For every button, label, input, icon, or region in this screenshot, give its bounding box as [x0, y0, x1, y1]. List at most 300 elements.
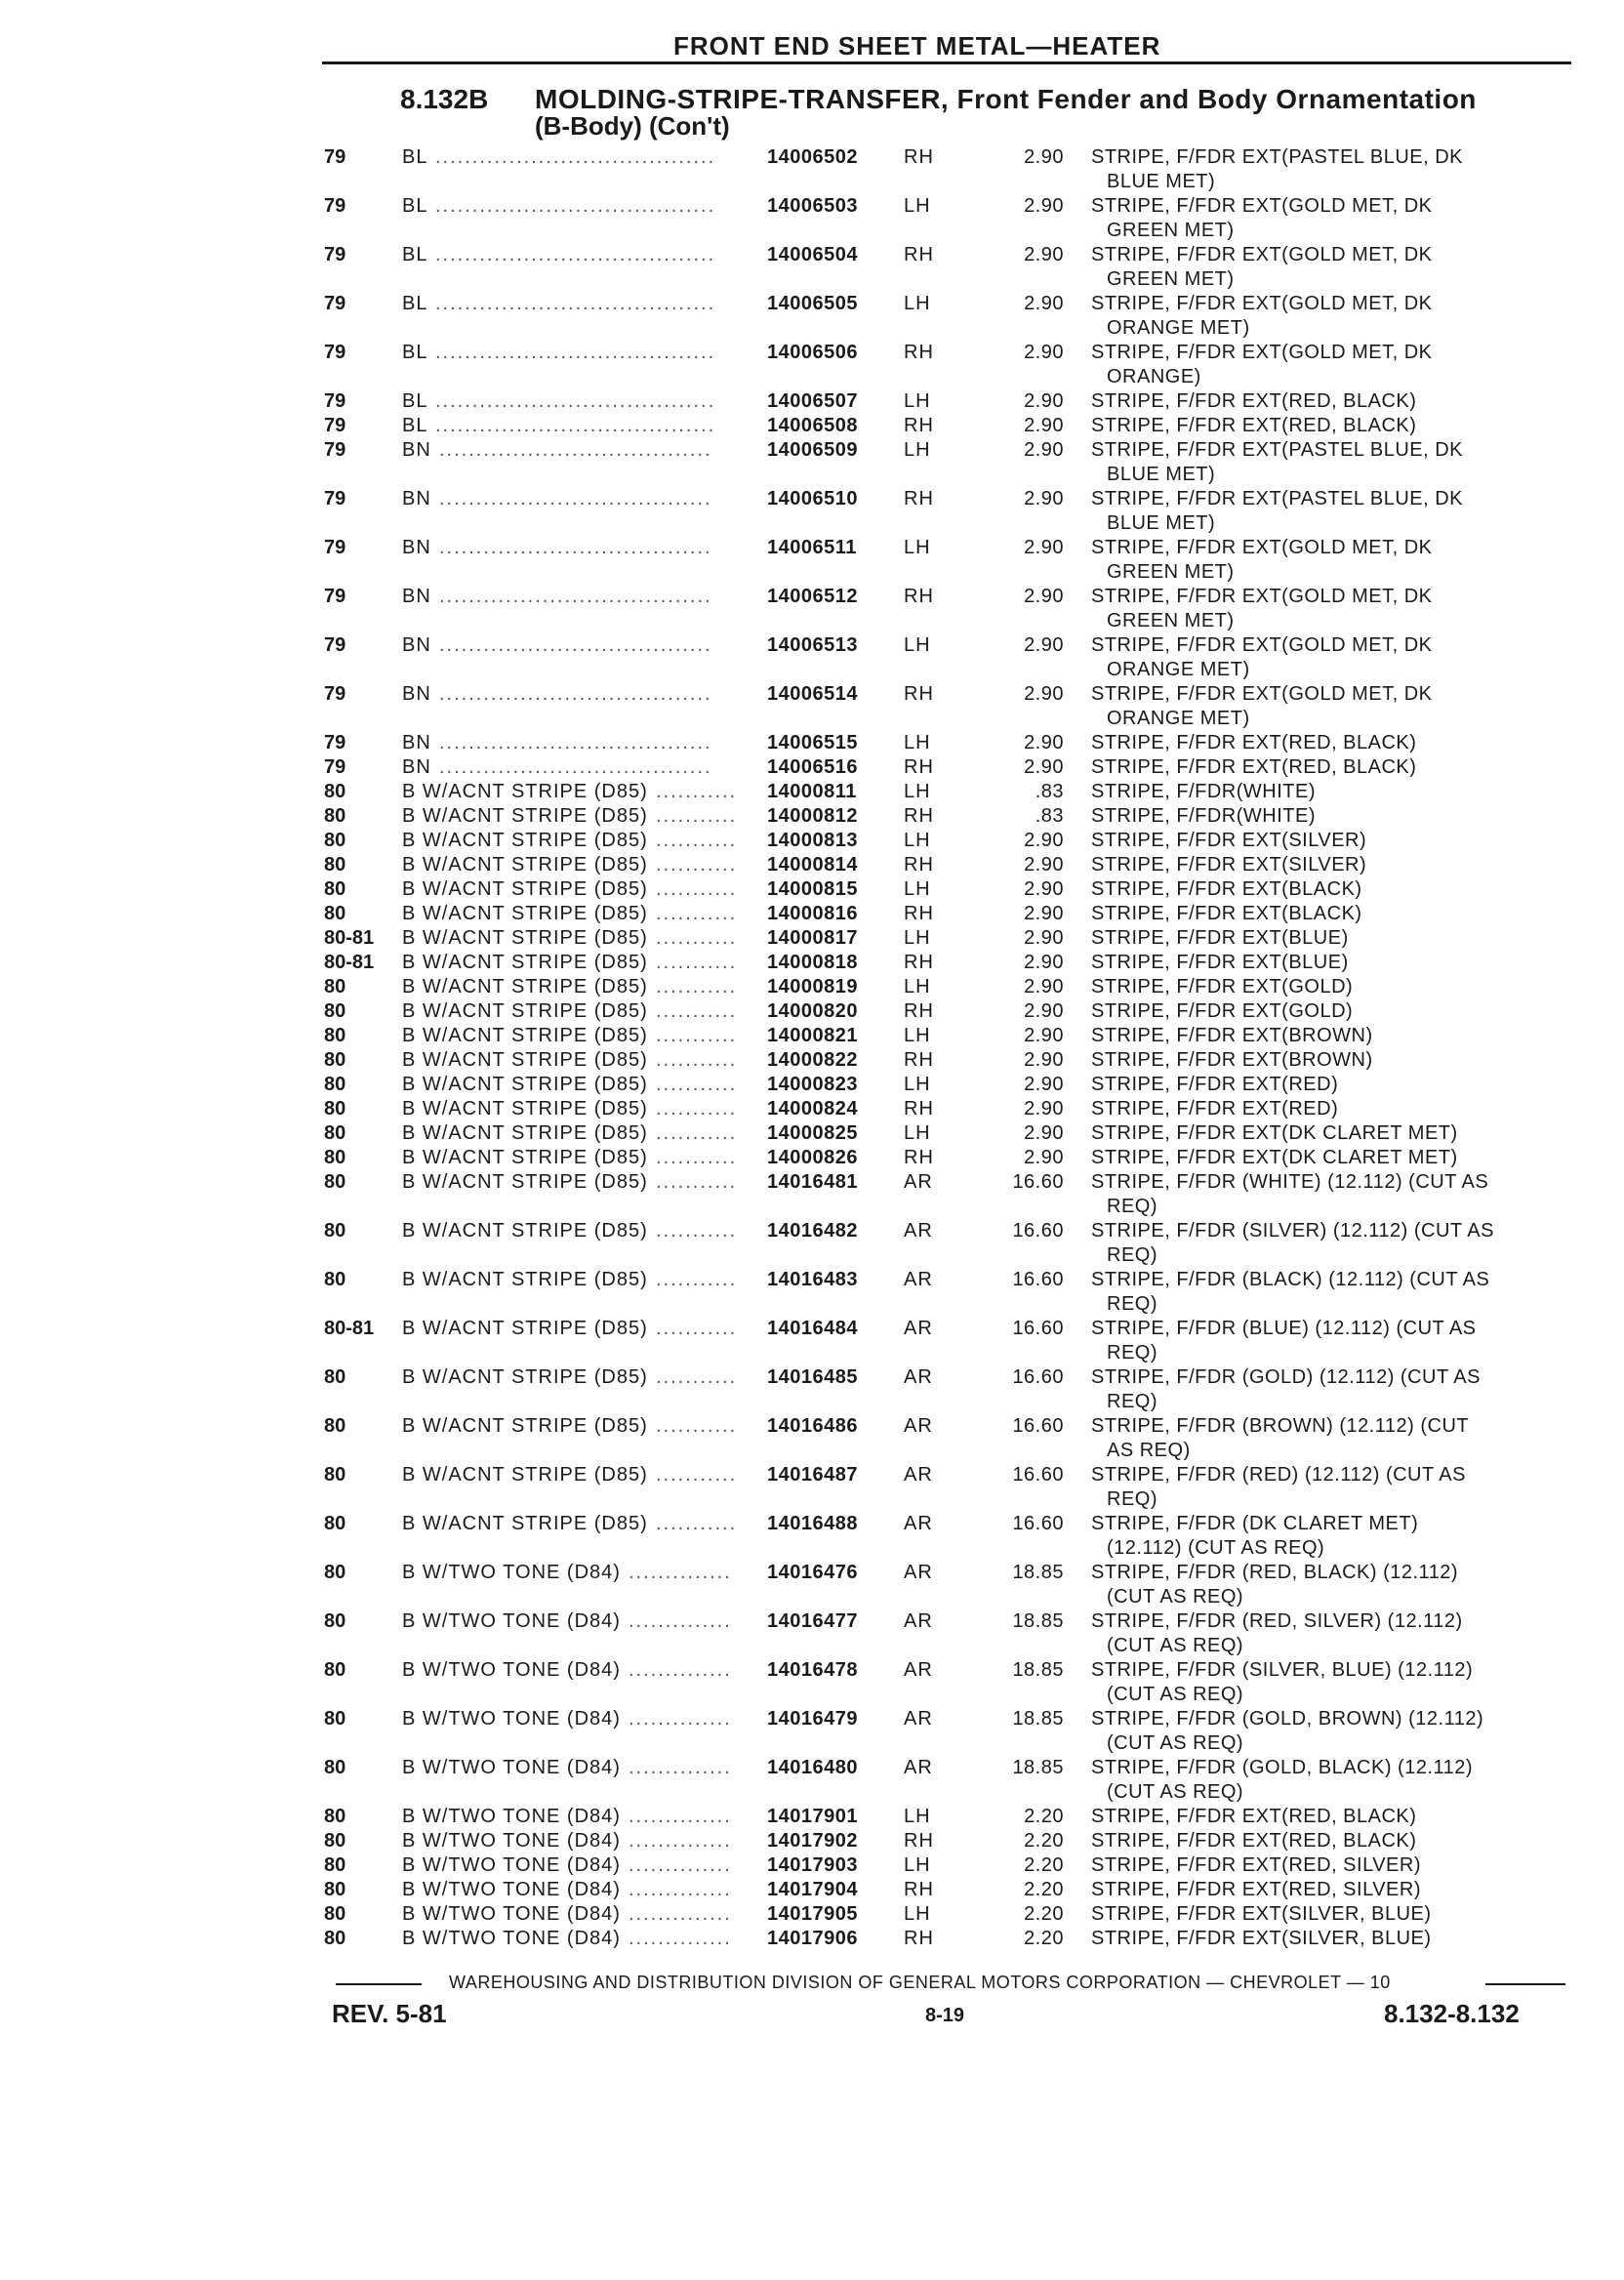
price-cell: 2.90: [1024, 878, 1064, 900]
table-row-continuation: [0, 708, 1624, 731]
part-number-cell: 14000821: [767, 1025, 858, 1046]
model-cell: BL: [402, 195, 428, 217]
side-cell: LH: [904, 195, 931, 217]
dot-leader: ..............: [629, 1610, 732, 1632]
description-cell: STRIPE, F/FDR EXT(GOLD MET, DK: [1091, 244, 1433, 265]
year-cell: 79: [324, 488, 346, 509]
part-number-cell: 14016486: [767, 1415, 858, 1437]
model-cell: BL: [402, 244, 428, 265]
dot-leader: ...........: [656, 878, 738, 900]
section-title: MOLDING-STRIPE-TRANSFER, Front Fender and Body Ornamentation: [535, 84, 1477, 114]
table-row: [0, 244, 1624, 267]
part-number-cell: 14006511: [767, 537, 857, 558]
year-cell: 79: [324, 195, 346, 217]
price-cell: 18.85: [1012, 1708, 1064, 1730]
year-cell: 80: [324, 1098, 346, 1120]
year-cell: 80-81: [324, 1318, 375, 1339]
side-cell: LH: [904, 878, 931, 900]
dot-leader: ...........: [656, 1171, 738, 1193]
year-cell: 80: [324, 1220, 346, 1242]
part-number-cell: 14016478: [767, 1659, 858, 1681]
price-cell: 2.90: [1024, 927, 1064, 949]
model-cell: BN: [402, 537, 431, 558]
description-cell-continued: ORANGE MET): [1107, 659, 1250, 680]
side-cell: LH: [904, 390, 931, 412]
table-row-continuation: [0, 1488, 1624, 1512]
table-row: [0, 1464, 1624, 1487]
table-row-continuation: [0, 1684, 1624, 1707]
part-number-cell: 14006516: [767, 756, 858, 778]
dot-leader: ..............: [629, 1708, 732, 1730]
side-cell: AR: [904, 1659, 933, 1681]
part-number-cell: 14000816: [767, 903, 858, 924]
table-row: [0, 415, 1624, 438]
dot-leader: .....................................: [439, 586, 712, 607]
dot-leader: ...........: [656, 854, 738, 875]
footer-line: WAREHOUSING AND DISTRIBUTION DIVISION OF GENERAL MOTORS CORPORATION — CHEVROLET — 10: [449, 1973, 1391, 1992]
price-cell: 2.90: [1024, 1074, 1064, 1095]
side-cell: LH: [904, 732, 931, 753]
side-cell: LH: [904, 439, 931, 461]
part-number-cell: 14006514: [767, 683, 858, 705]
description-cell-continued: (CUT AS REQ): [1107, 1732, 1244, 1754]
description-cell: STRIPE, F/FDR EXT(RED): [1091, 1098, 1339, 1120]
price-cell: 2.20: [1024, 1879, 1064, 1900]
description-cell: STRIPE, F/FDR(WHITE): [1091, 781, 1316, 802]
table-row-continuation: [0, 1732, 1624, 1756]
model-cell: B W/ACNT STRIPE (D85): [402, 830, 648, 851]
model-cell: B W/ACNT STRIPE (D85): [402, 1366, 648, 1388]
price-cell: 2.90: [1024, 1049, 1064, 1071]
table-row-continuation: [0, 1244, 1624, 1268]
price-cell: 16.60: [1012, 1415, 1064, 1437]
dot-leader: ......................................: [435, 342, 716, 363]
table-row-continuation: [0, 1293, 1624, 1317]
part-number-cell: 14000825: [767, 1122, 858, 1144]
description-cell-continued: BLUE MET): [1107, 171, 1216, 192]
description-cell: STRIPE, F/FDR (BLACK) (12.112) (CUT AS: [1091, 1269, 1490, 1290]
dot-leader: ......................................: [435, 390, 716, 412]
part-number-cell: 14016476: [767, 1562, 858, 1583]
side-cell: LH: [904, 1854, 931, 1876]
part-number-cell: 14000813: [767, 830, 858, 851]
side-cell: RH: [904, 1147, 934, 1168]
year-cell: 80: [324, 1830, 346, 1852]
side-cell: AR: [904, 1708, 933, 1730]
description-cell: STRIPE, F/FDR EXT(RED, BLACK): [1091, 1806, 1417, 1827]
part-number-cell: 14000824: [767, 1098, 858, 1120]
dot-leader: ...........: [656, 1318, 738, 1339]
model-cell: B W/ACNT STRIPE (D85): [402, 878, 648, 900]
price-cell: 18.85: [1012, 1562, 1064, 1583]
model-cell: B W/TWO TONE (D84): [402, 1830, 621, 1852]
year-cell: 80: [324, 1049, 346, 1071]
table-row: [0, 732, 1624, 755]
dot-leader: ...........: [656, 952, 738, 973]
side-cell: AR: [904, 1562, 933, 1583]
model-cell: B W/ACNT STRIPE (D85): [402, 952, 648, 973]
table-row-continuation: [0, 1586, 1624, 1609]
description-cell: STRIPE, F/FDR EXT(GOLD MET, DK: [1091, 342, 1433, 363]
dot-leader: .....................................: [439, 634, 712, 656]
part-number-cell: 14000814: [767, 854, 858, 875]
description-cell-continued: GREEN MET): [1107, 610, 1235, 631]
price-cell: .83: [1035, 781, 1064, 802]
side-cell: RH: [904, 1879, 934, 1900]
price-cell: 2.90: [1024, 293, 1064, 314]
description-cell: STRIPE, F/FDR EXT(BROWN): [1091, 1025, 1373, 1046]
price-cell: 2.90: [1024, 976, 1064, 998]
year-cell: 80-81: [324, 927, 375, 949]
year-cell: 80: [324, 1025, 346, 1046]
table-row-continuation: [0, 268, 1624, 292]
year-cell: 80: [324, 1269, 346, 1290]
dot-leader: ......................................: [435, 244, 716, 265]
part-number-cell: 14006515: [767, 732, 858, 753]
description-cell: STRIPE, F/FDR EXT(SILVER): [1091, 854, 1367, 875]
dot-leader: ..............: [629, 1806, 732, 1827]
model-cell: BL: [402, 293, 428, 314]
table-row: [0, 488, 1624, 511]
table-row: [0, 1269, 1624, 1292]
table-row: [0, 903, 1624, 926]
dot-leader: ......................................: [435, 293, 716, 314]
dot-leader: ...........: [656, 1464, 738, 1486]
model-cell: B W/TWO TONE (D84): [402, 1854, 621, 1876]
part-number-cell: 14000817: [767, 927, 858, 949]
dot-leader: ...........: [656, 903, 738, 924]
year-cell: 80: [324, 1903, 346, 1925]
model-cell: BN: [402, 634, 431, 656]
side-cell: RH: [904, 415, 934, 436]
dot-leader: ..............: [629, 1830, 732, 1852]
description-cell-continued: REQ): [1107, 1244, 1157, 1266]
table-row: [0, 390, 1624, 414]
model-cell: BN: [402, 756, 431, 778]
price-cell: 2.90: [1024, 146, 1064, 168]
dot-leader: ...........: [656, 805, 738, 827]
table-row: [0, 781, 1624, 804]
table-row-continuation: [0, 610, 1624, 633]
side-cell: AR: [904, 1513, 933, 1534]
model-cell: B W/ACNT STRIPE (D85): [402, 1513, 648, 1534]
table-row: [0, 854, 1624, 877]
side-cell: LH: [904, 830, 931, 851]
part-number-cell: 14000826: [767, 1147, 858, 1168]
price-cell: 16.60: [1012, 1171, 1064, 1193]
model-cell: BL: [402, 415, 428, 436]
year-cell: 79: [324, 683, 346, 705]
model-cell: B W/ACNT STRIPE (D85): [402, 1074, 648, 1095]
year-cell: 79: [324, 439, 346, 461]
model-cell: B W/ACNT STRIPE (D85): [402, 1049, 648, 1071]
table-row: [0, 1513, 1624, 1536]
side-cell: LH: [904, 293, 931, 314]
table-row: [0, 1879, 1624, 1902]
side-cell: RH: [904, 244, 934, 265]
table-row: [0, 878, 1624, 902]
part-number-cell: 14016484: [767, 1318, 858, 1339]
model-cell: B W/TWO TONE (D84): [402, 1903, 621, 1925]
model-cell: B W/TWO TONE (D84): [402, 1879, 621, 1900]
side-cell: LH: [904, 1806, 931, 1827]
description-cell: STRIPE, F/FDR(WHITE): [1091, 805, 1316, 827]
year-cell: 80: [324, 781, 346, 802]
part-number-cell: 14000822: [767, 1049, 858, 1071]
price-cell: 2.90: [1024, 1025, 1064, 1046]
model-cell: B W/ACNT STRIPE (D85): [402, 1147, 648, 1168]
table-row: [0, 1757, 1624, 1780]
side-cell: RH: [904, 805, 934, 827]
model-cell: B W/ACNT STRIPE (D85): [402, 781, 648, 802]
price-cell: 2.90: [1024, 1000, 1064, 1022]
side-cell: AR: [904, 1464, 933, 1486]
side-cell: LH: [904, 976, 931, 998]
description-cell-continued: REQ): [1107, 1342, 1157, 1364]
table-row: [0, 976, 1624, 999]
model-cell: BN: [402, 586, 431, 607]
year-cell: 80: [324, 878, 346, 900]
dot-leader: ...........: [656, 830, 738, 851]
year-cell: 80: [324, 1000, 346, 1022]
price-cell: 2.90: [1024, 903, 1064, 924]
price-cell: 2.90: [1024, 952, 1064, 973]
price-cell: 2.90: [1024, 830, 1064, 851]
description-cell: STRIPE, F/FDR EXT(DK CLARET MET): [1091, 1122, 1458, 1144]
year-cell: 80: [324, 1562, 346, 1583]
year-cell: 80: [324, 1928, 346, 1949]
year-cell: 80: [324, 1879, 346, 1900]
side-cell: RH: [904, 1830, 934, 1852]
description-cell: STRIPE, F/FDR (WHITE) (12.112) (CUT AS: [1091, 1171, 1489, 1193]
price-cell: 16.60: [1012, 1220, 1064, 1242]
part-number-cell: 14006508: [767, 415, 858, 436]
year-cell: 80: [324, 1610, 346, 1632]
description-cell: STRIPE, F/FDR EXT(RED): [1091, 1074, 1339, 1095]
description-cell: STRIPE, F/FDR (BLUE) (12.112) (CUT AS: [1091, 1318, 1477, 1339]
part-number-cell: 14000823: [767, 1074, 858, 1095]
side-cell: LH: [904, 1903, 931, 1925]
description-cell: STRIPE, F/FDR (GOLD, BLACK) (12.112): [1091, 1757, 1474, 1778]
year-cell: 79: [324, 732, 346, 753]
description-cell-continued: (CUT AS REQ): [1107, 1781, 1244, 1803]
part-number-cell: 14016483: [767, 1269, 858, 1290]
description-cell: STRIPE, F/FDR EXT(RED, BLACK): [1091, 732, 1417, 753]
price-cell: 16.60: [1012, 1464, 1064, 1486]
table-row: [0, 952, 1624, 975]
side-cell: RH: [904, 1049, 934, 1071]
description-cell: STRIPE, F/FDR EXT(RED, SILVER): [1091, 1879, 1421, 1900]
part-number-cell: 14000812: [767, 805, 858, 827]
year-cell: 80: [324, 854, 346, 875]
table-row: [0, 1415, 1624, 1439]
footer-rule-right: [1485, 1983, 1565, 1985]
description-cell: STRIPE, F/FDR EXT(BLUE): [1091, 952, 1349, 973]
description-cell: STRIPE, F/FDR (RED, BLACK) (12.112): [1091, 1562, 1459, 1583]
dot-leader: .....................................: [439, 732, 712, 753]
year-cell: 80: [324, 1513, 346, 1534]
part-number-cell: 14016480: [767, 1757, 858, 1778]
table-row: [0, 1708, 1624, 1731]
year-cell: 80-81: [324, 952, 375, 973]
description-cell: STRIPE, F/FDR EXT(BLACK): [1091, 878, 1362, 900]
price-cell: 2.20: [1024, 1903, 1064, 1925]
year-cell: 80: [324, 1074, 346, 1095]
description-cell: STRIPE, F/FDR EXT(RED, BLACK): [1091, 1830, 1417, 1852]
price-cell: 2.20: [1024, 1830, 1064, 1852]
part-number-cell: 14006509: [767, 439, 858, 461]
dot-leader: ......................................: [435, 195, 716, 217]
table-row: [0, 1098, 1624, 1121]
description-cell: STRIPE, F/FDR EXT(GOLD MET, DK: [1091, 634, 1433, 656]
description-cell: STRIPE, F/FDR EXT(RED, SILVER): [1091, 1854, 1421, 1876]
side-cell: RH: [904, 756, 934, 778]
price-cell: 16.60: [1012, 1269, 1064, 1290]
price-cell: 2.90: [1024, 683, 1064, 705]
dot-leader: ...........: [656, 1366, 738, 1388]
model-cell: B W/ACNT STRIPE (D85): [402, 1415, 648, 1437]
model-cell: B W/ACNT STRIPE (D85): [402, 1318, 648, 1339]
year-cell: 80: [324, 903, 346, 924]
model-cell: B W/ACNT STRIPE (D85): [402, 1220, 648, 1242]
description-cell: STRIPE, F/FDR EXT(SILVER, BLUE): [1091, 1928, 1432, 1949]
model-cell: B W/ACNT STRIPE (D85): [402, 805, 648, 827]
table-row: [0, 830, 1624, 853]
dot-leader: ...........: [656, 1415, 738, 1437]
part-number-cell: 14016487: [767, 1464, 858, 1486]
part-number-cell: 14017901: [767, 1806, 858, 1827]
description-cell: STRIPE, F/FDR EXT(PASTEL BLUE, DK: [1091, 488, 1464, 509]
table-row: [0, 1830, 1624, 1853]
part-number-cell: 14017903: [767, 1854, 858, 1876]
table-row: [0, 439, 1624, 463]
table-row-continuation: [0, 1391, 1624, 1414]
part-number-cell: 14000818: [767, 952, 858, 973]
year-cell: 80: [324, 1171, 346, 1193]
price-cell: 2.90: [1024, 195, 1064, 217]
price-cell: 2.90: [1024, 1147, 1064, 1168]
model-cell: B W/TWO TONE (D84): [402, 1928, 621, 1949]
side-cell: LH: [904, 927, 931, 949]
side-cell: RH: [904, 1928, 934, 1949]
dot-leader: ..............: [629, 1879, 732, 1900]
dot-leader: ...........: [656, 1000, 738, 1022]
side-cell: LH: [904, 1025, 931, 1046]
description-cell-continued: GREEN MET): [1107, 220, 1235, 241]
description-cell: STRIPE, F/FDR EXT(DK CLARET MET): [1091, 1147, 1458, 1168]
part-number-cell: 14000815: [767, 878, 858, 900]
model-cell: B W/ACNT STRIPE (D85): [402, 976, 648, 998]
description-cell: STRIPE, F/FDR (DK CLARET MET): [1091, 1513, 1419, 1534]
description-cell-continued: REQ): [1107, 1293, 1157, 1315]
model-cell: BL: [402, 342, 428, 363]
table-row: [0, 1610, 1624, 1634]
price-cell: 2.90: [1024, 634, 1064, 656]
year-cell: 80: [324, 805, 346, 827]
footer-rule-left: [336, 1983, 422, 1985]
dot-leader: ..............: [629, 1562, 732, 1583]
part-number-cell: 14006503: [767, 195, 858, 217]
description-cell: STRIPE, F/FDR EXT(GOLD MET, DK: [1091, 195, 1433, 217]
year-cell: 80: [324, 1659, 346, 1681]
description-cell: STRIPE, F/FDR (RED, SILVER) (12.112): [1091, 1610, 1463, 1632]
side-cell: RH: [904, 342, 934, 363]
price-cell: 2.90: [1024, 415, 1064, 436]
dot-leader: ...........: [656, 1049, 738, 1071]
model-cell: BN: [402, 488, 431, 509]
year-cell: 80: [324, 1415, 346, 1437]
year-cell: 79: [324, 146, 346, 168]
table-row: [0, 927, 1624, 951]
description-cell-continued: REQ): [1107, 1488, 1157, 1510]
model-cell: BN: [402, 439, 431, 461]
table-row: [0, 1025, 1624, 1048]
dot-leader: .....................................: [439, 537, 712, 558]
section-subtitle: (B-Body) (Con't): [535, 111, 730, 141]
table-row: [0, 1854, 1624, 1878]
table-row-continuation: [0, 171, 1624, 194]
part-number-cell: 14016479: [767, 1708, 858, 1730]
dot-leader: ...........: [656, 976, 738, 998]
part-number-cell: 14006513: [767, 634, 858, 656]
dot-leader: ...........: [656, 1098, 738, 1120]
year-cell: 80: [324, 1708, 346, 1730]
table-row: [0, 1171, 1624, 1195]
side-cell: AR: [904, 1171, 933, 1193]
description-cell: STRIPE, F/FDR (GOLD, BROWN) (12.112): [1091, 1708, 1484, 1730]
price-cell: 18.85: [1012, 1659, 1064, 1681]
table-row-continuation: [0, 1635, 1624, 1658]
side-cell: RH: [904, 952, 934, 973]
price-cell: 2.20: [1024, 1806, 1064, 1827]
model-cell: B W/ACNT STRIPE (D85): [402, 903, 648, 924]
dot-leader: ..............: [629, 1928, 732, 1949]
dot-leader: ..............: [629, 1659, 732, 1681]
year-cell: 79: [324, 342, 346, 363]
part-number-cell: 14017902: [767, 1830, 858, 1852]
description-cell: STRIPE, F/FDR EXT(BLUE): [1091, 927, 1349, 949]
table-row: [0, 1366, 1624, 1390]
year-cell: 79: [324, 293, 346, 314]
price-cell: 18.85: [1012, 1610, 1064, 1632]
year-cell: 80: [324, 1464, 346, 1486]
table-row-continuation: [0, 1781, 1624, 1805]
description-cell-continued: (CUT AS REQ): [1107, 1684, 1244, 1705]
model-cell: BN: [402, 683, 431, 705]
side-cell: LH: [904, 634, 931, 656]
description-cell-continued: ORANGE): [1107, 366, 1201, 387]
description-cell: STRIPE, F/FDR EXT(PASTEL BLUE, DK: [1091, 146, 1464, 168]
year-cell: 80: [324, 1147, 346, 1168]
year-cell: 79: [324, 244, 346, 265]
price-cell: 2.90: [1024, 439, 1064, 461]
table-row: [0, 293, 1624, 316]
description-cell: STRIPE, F/FDR (SILVER) (12.112) (CUT AS: [1091, 1220, 1494, 1242]
description-cell: STRIPE, F/FDR EXT(SILVER): [1091, 830, 1367, 851]
dot-leader: ...........: [656, 1220, 738, 1242]
page-number: 8-19: [925, 2005, 965, 2026]
price-cell: 2.90: [1024, 586, 1064, 607]
section-reference: 8.132-8.132: [1384, 1999, 1520, 2028]
dot-leader: ...........: [656, 1122, 738, 1144]
year-cell: 80: [324, 830, 346, 851]
dot-leader: ...........: [656, 1074, 738, 1095]
part-number-cell: 14016488: [767, 1513, 858, 1534]
part-number-cell: 14006510: [767, 488, 858, 509]
description-cell-continued: (CUT AS REQ): [1107, 1586, 1244, 1608]
dot-leader: ..............: [629, 1757, 732, 1778]
side-cell: LH: [904, 781, 931, 802]
